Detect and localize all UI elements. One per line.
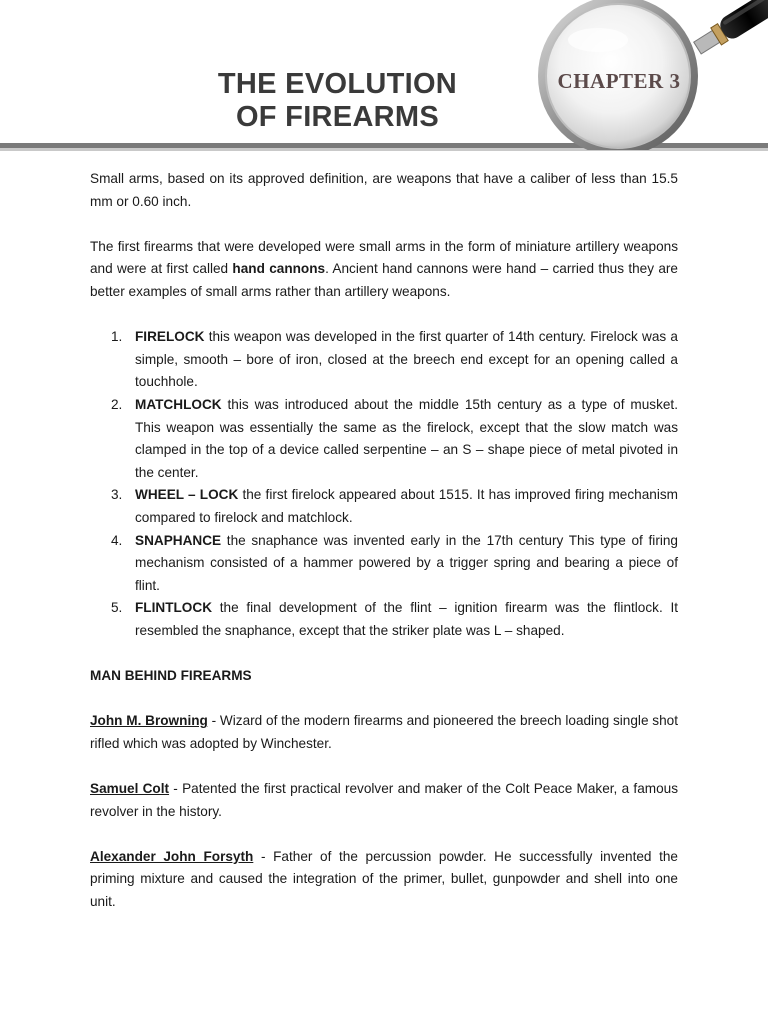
person-entry-colt [90,778,678,823]
person-name: Samuel Colt [90,781,170,797]
intro-text: The first firearms that were developed were small arms in the form of miniature artillery weapons and were at first called [90,238,678,277]
person-name: Alexander John Forsyth [90,848,254,864]
person-name: John M. Browning [90,713,208,729]
list-term: MATCHLOCK [135,396,222,412]
hand-cannons-term: hand cannons [232,261,326,277]
list-item [90,530,678,598]
list-number: 1. [111,329,123,345]
list-number: 5. [111,600,123,616]
section-heading-text: MAN BEHIND FIREARMS [90,668,252,684]
list-text: the snaphance was invented early in the 17th century This type of firing mechanism consisted of a hammer powered by a trigger spring and bearing a piece of flint. [135,532,678,593]
list-term: FLINTLOCK [135,600,213,616]
intro-paragraph-1: Small arms, based on its approved definition, are weapons that have a caliber of less than 15.5 mm or 0.60 inch. [90,171,678,209]
title-line-2: OF FIREARMS [235,101,440,133]
list-term: SNAPHANCE [135,532,222,548]
section-heading [90,665,678,688]
intro-paragraph-2 [90,236,678,304]
document-body [90,168,678,914]
person-description: - Wizard of the modern firearms and pioneered the breech loading single shot rifled which was adopted by Winchester. [90,713,678,751]
list-item [90,326,678,394]
list-number: 3. [111,487,123,503]
person-description: - Patented the first practical revolver and maker of the Colt Peace Maker, a famous revolver in the history. [90,781,678,819]
list-number: 2. [111,396,123,412]
list-text: this weapon was developed in the first quarter of 14th century. Firelock was a simple, smooth – bore of iron, closed at the breech end except for an opening called a touchhole. [135,329,678,390]
page-title [160,68,515,134]
person-entry-forsyth [90,846,678,914]
title-line-1: THE EVOLUTION [217,68,458,100]
list-text: this was introduced about the middle 15th century as a type of musket. This weapon was essentially the same as the firelock, except that the slow match was clamped in the top of a device called serpentine – an S – shape piece of metal pivoted in the center. [135,396,678,480]
person-description: - Father of the percussion powder. He successfully invented the priming mixture and caused the integration of the primer, bullet, gunpowder and shell into one unit. [90,848,678,909]
list-term: WHEEL – LOCK [135,487,239,503]
list-item [90,597,678,642]
list-text: the first firelock appeared about 1515. It has improved firing mechanism compared to firelock and matchlock. [135,487,678,525]
list-item [90,484,678,529]
firearms-list [90,326,678,642]
list-item [90,394,678,484]
page-header [0,0,768,150]
person-entry-browning [90,710,678,755]
chapter-label: CHAPTER 3 [557,69,681,93]
intro-text-continued: . Ancient hand cannons were hand – carried thus they are better examples of small arms rather than artillery weapons. [90,261,678,299]
list-number: 4. [111,532,123,548]
list-term: FIRELOCK [135,329,205,345]
list-text: the final development of the flint – ignition firearm was the flintlock. It resembled the snaphance, except that the striker plate was L – shaped. [135,600,678,638]
